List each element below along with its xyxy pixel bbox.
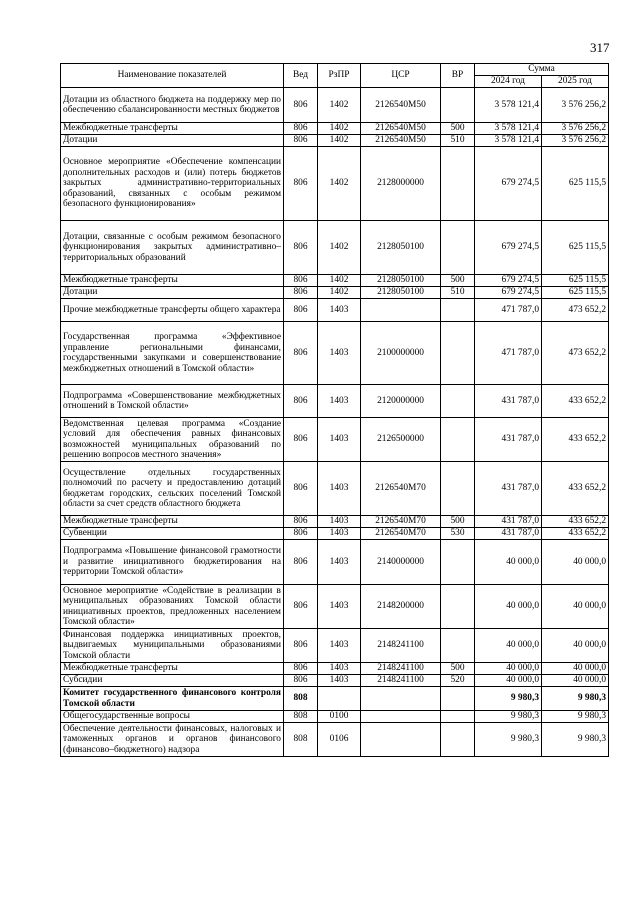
row-ved: 806 [284, 528, 318, 540]
row-csr: 2140000000 [361, 540, 441, 585]
row-csr: 2100000000 [361, 322, 441, 385]
row-name: Основное мероприятие «Содействие в реализации в муниципальных образованиях Томской области инициативных проектов, предложенных населением Томской области» [61, 585, 284, 629]
row-vr: 530 [441, 528, 475, 540]
row-name: Субвенции [61, 528, 284, 540]
row-sum-2025: 473 652,2 [542, 322, 609, 385]
row-rzpr: 1403 [318, 462, 361, 516]
header-vr: ВР [441, 64, 475, 88]
row-vr: 500 [441, 516, 475, 528]
row-sum-2025: 433 652,2 [542, 516, 609, 528]
row-sum-2024: 40 000,0 [475, 585, 542, 629]
table-row [61, 147, 609, 221]
row-name: Основное мероприятие «Обеспечение компенсации дополнительных расходов и (или) потерь бюджетов закрытых административно-территориальных образований, связанных с особым режимом безопасного функционирования» [61, 147, 284, 221]
row-sum-2024: 3 578 121,4 [475, 123, 542, 135]
row-sum-2025: 40 000,0 [542, 540, 609, 585]
table-row [61, 540, 609, 585]
row-sum-2025: 433 652,2 [542, 418, 609, 462]
row-sum-2025: 625 115,5 [542, 147, 609, 221]
row-sum-2025: 433 652,2 [542, 462, 609, 516]
row-rzpr: 0100 [318, 711, 361, 723]
row-ved: 806 [284, 585, 318, 629]
row-name: Осуществление отдельных государственных полномочий по расчету и предоставлению дотаций бюджетам городских, сельских поселений Томской области за счет средств областного бюджета [61, 462, 284, 516]
row-sum-2024: 431 787,0 [475, 516, 542, 528]
table-row [61, 287, 609, 299]
row-sum-2024: 679 274,5 [475, 221, 542, 275]
row-vr [441, 418, 475, 462]
row-rzpr: 1403 [318, 299, 361, 322]
header-rzpr: РзПР [318, 64, 361, 88]
table-row [61, 528, 609, 540]
table-row [61, 585, 609, 629]
table-row [61, 385, 609, 418]
table-row [61, 322, 609, 385]
table-row [61, 88, 609, 123]
table-body [61, 88, 609, 757]
row-ved: 806 [284, 88, 318, 123]
row-sum-2024: 431 787,0 [475, 385, 542, 418]
row-name: Межбюджетные трансферты [61, 123, 284, 135]
row-vr [441, 322, 475, 385]
row-sum-2024: 679 274,5 [475, 275, 542, 287]
row-csr: 2126500000 [361, 418, 441, 462]
row-rzpr: 1403 [318, 322, 361, 385]
row-rzpr: 1402 [318, 147, 361, 221]
row-sum-2025: 40 000,0 [542, 675, 609, 687]
row-sum-2024: 471 787,0 [475, 299, 542, 322]
row-csr: 2126540М70 [361, 528, 441, 540]
row-vr [441, 221, 475, 275]
row-vr: 500 [441, 275, 475, 287]
row-sum-2025: 433 652,2 [542, 385, 609, 418]
table-row [61, 135, 609, 147]
table-row [61, 516, 609, 528]
row-csr: 2126540М50 [361, 88, 441, 123]
row-sum-2024: 40 000,0 [475, 540, 542, 585]
row-ved: 806 [284, 299, 318, 322]
row-sum-2025: 3 576 256,2 [542, 135, 609, 147]
row-sum-2025: 40 000,0 [542, 585, 609, 629]
row-ved: 808 [284, 687, 318, 711]
row-vr: 500 [441, 123, 475, 135]
page-number: 317 [590, 40, 610, 55]
row-sum-2024: 9 980,3 [475, 711, 542, 723]
row-csr: 2126540М50 [361, 135, 441, 147]
row-sum-2025: 433 652,2 [542, 528, 609, 540]
table-row [61, 687, 609, 711]
row-ved: 806 [284, 275, 318, 287]
row-sum-2025: 3 576 256,2 [542, 123, 609, 135]
row-rzpr: 1403 [318, 385, 361, 418]
row-vr [441, 299, 475, 322]
row-rzpr: 1403 [318, 528, 361, 540]
row-ved: 808 [284, 711, 318, 723]
row-ved: 806 [284, 629, 318, 663]
row-name: Дотации из областного бюджета на поддержку мер по обеспечению сбалансированности местных бюджетов [61, 88, 284, 123]
row-sum-2025: 40 000,0 [542, 629, 609, 663]
header-2024: 2024 год [475, 76, 542, 88]
row-csr: 2126540М70 [361, 516, 441, 528]
row-ved: 806 [284, 147, 318, 221]
row-name: Межбюджетные трансферты [61, 275, 284, 287]
row-name: Ведомственная целевая программа «Создание условий для обеспечения равных финансовых возможностей муниципальных образований по решению вопросов местного значения» [61, 418, 284, 462]
row-ved: 806 [284, 462, 318, 516]
row-sum-2024: 431 787,0 [475, 462, 542, 516]
row-vr [441, 723, 475, 757]
row-ved: 806 [284, 540, 318, 585]
row-rzpr: 1402 [318, 135, 361, 147]
row-ved: 806 [284, 287, 318, 299]
header-name: Наименование показателей [61, 64, 284, 88]
row-rzpr: 1402 [318, 123, 361, 135]
row-ved: 806 [284, 221, 318, 275]
row-csr: 2126540М70 [361, 462, 441, 516]
row-sum-2024: 679 274,5 [475, 287, 542, 299]
row-rzpr: 1403 [318, 540, 361, 585]
row-sum-2025: 625 115,5 [542, 275, 609, 287]
row-name: Дотации, связанные с особым режимом безопасного функционирования закрытых административно–территориальных образований [61, 221, 284, 275]
row-sum-2024: 40 000,0 [475, 663, 542, 675]
row-sum-2025: 473 652,2 [542, 299, 609, 322]
row-sum-2024: 9 980,3 [475, 723, 542, 757]
row-name: Подпрограмма «Повышение финансовой грамотности и развитие инициативного бюджетирования на территории Томской области» [61, 540, 284, 585]
row-vr: 510 [441, 287, 475, 299]
row-sum-2024: 40 000,0 [475, 675, 542, 687]
table-row [61, 123, 609, 135]
row-sum-2024: 471 787,0 [475, 322, 542, 385]
table-row [61, 629, 609, 663]
row-csr: 2128000000 [361, 147, 441, 221]
row-sum-2025: 9 980,3 [542, 723, 609, 757]
row-csr: 2128050100 [361, 221, 441, 275]
table-row [61, 675, 609, 687]
row-name: Государственная программа «Эффективное управление региональными финансами, государственными закупками и совершенствование межбюджетных отношений в Томской области» [61, 322, 284, 385]
row-csr: 2128050100 [361, 275, 441, 287]
row-name: Межбюджетные трансферты [61, 663, 284, 675]
row-name: Обеспечение деятельности финансовых, налоговых и таможенных органов и органов финансового (финансово–бюджетного) надзора [61, 723, 284, 757]
row-vr [441, 462, 475, 516]
row-rzpr: 1402 [318, 287, 361, 299]
row-rzpr: 1402 [318, 88, 361, 123]
row-ved: 806 [284, 322, 318, 385]
row-rzpr: 1403 [318, 516, 361, 528]
row-sum-2025: 3 576 256,2 [542, 88, 609, 123]
row-name: Общегосударственные вопросы [61, 711, 284, 723]
row-ved: 806 [284, 123, 318, 135]
row-csr: 2126540М50 [361, 123, 441, 135]
row-sum-2024: 431 787,0 [475, 418, 542, 462]
row-sum-2024: 3 578 121,4 [475, 135, 542, 147]
row-rzpr: 1403 [318, 418, 361, 462]
row-vr [441, 585, 475, 629]
row-vr [441, 147, 475, 221]
row-csr: 2148241100 [361, 629, 441, 663]
table-row [61, 711, 609, 723]
row-csr [361, 299, 441, 322]
row-vr [441, 88, 475, 123]
row-vr [441, 711, 475, 723]
header-2025: 2025 год [542, 76, 609, 88]
row-rzpr: 1403 [318, 585, 361, 629]
row-name: Дотации [61, 135, 284, 147]
row-ved: 806 [284, 385, 318, 418]
row-sum-2025: 9 980,3 [542, 711, 609, 723]
row-ved: 806 [284, 675, 318, 687]
row-name: Комитет государственного финансового контроля Томской области [61, 687, 284, 711]
row-sum-2025: 625 115,5 [542, 221, 609, 275]
row-vr: 500 [441, 663, 475, 675]
row-name: Межбюджетные трансферты [61, 516, 284, 528]
row-name: Дотации [61, 287, 284, 299]
row-sum-2024: 431 787,0 [475, 528, 542, 540]
table-row [61, 275, 609, 287]
row-vr: 520 [441, 675, 475, 687]
row-vr [441, 540, 475, 585]
row-name: Подпрограмма «Совершенствование межбюджетных отношений в Томской области» [61, 385, 284, 418]
row-vr [441, 385, 475, 418]
row-sum-2024: 3 578 121,4 [475, 88, 542, 123]
row-sum-2024: 679 274,5 [475, 147, 542, 221]
row-csr [361, 687, 441, 711]
header-sum: Сумма [475, 64, 609, 76]
row-csr: 2148241100 [361, 675, 441, 687]
row-sum-2025: 625 115,5 [542, 287, 609, 299]
header-csr: ЦСР [361, 64, 441, 88]
row-vr [441, 629, 475, 663]
row-csr: 2120000000 [361, 385, 441, 418]
table-row [61, 723, 609, 757]
row-csr: 2128050100 [361, 287, 441, 299]
row-rzpr [318, 687, 361, 711]
row-rzpr: 1403 [318, 675, 361, 687]
row-rzpr: 0106 [318, 723, 361, 757]
row-name: Прочие межбюджетные трансферты общего характера [61, 299, 284, 322]
row-name: Финансовая поддержка инициативных проектов, выдвигаемых муниципальными образованиями Томской области [61, 629, 284, 663]
row-rzpr: 1403 [318, 663, 361, 675]
table-row [61, 418, 609, 462]
table-row [61, 299, 609, 322]
budget-table [60, 63, 609, 757]
row-rzpr: 1403 [318, 629, 361, 663]
row-rzpr: 1402 [318, 221, 361, 275]
row-sum-2025: 40 000,0 [542, 663, 609, 675]
row-ved: 808 [284, 723, 318, 757]
row-ved: 806 [284, 135, 318, 147]
row-ved: 806 [284, 663, 318, 675]
row-csr [361, 711, 441, 723]
table-row [61, 462, 609, 516]
table-row [61, 663, 609, 675]
row-csr: 2148200000 [361, 585, 441, 629]
row-rzpr: 1402 [318, 275, 361, 287]
row-name: Субсидии [61, 675, 284, 687]
row-csr [361, 723, 441, 757]
row-csr: 2148241100 [361, 663, 441, 675]
row-sum-2025: 9 980,3 [542, 687, 609, 711]
row-ved: 806 [284, 418, 318, 462]
header-ved: Вед [284, 64, 318, 88]
row-vr: 510 [441, 135, 475, 147]
table-row [61, 221, 609, 275]
row-ved: 806 [284, 516, 318, 528]
row-vr [441, 687, 475, 711]
row-sum-2024: 40 000,0 [475, 629, 542, 663]
row-sum-2024: 9 980,3 [475, 687, 542, 711]
